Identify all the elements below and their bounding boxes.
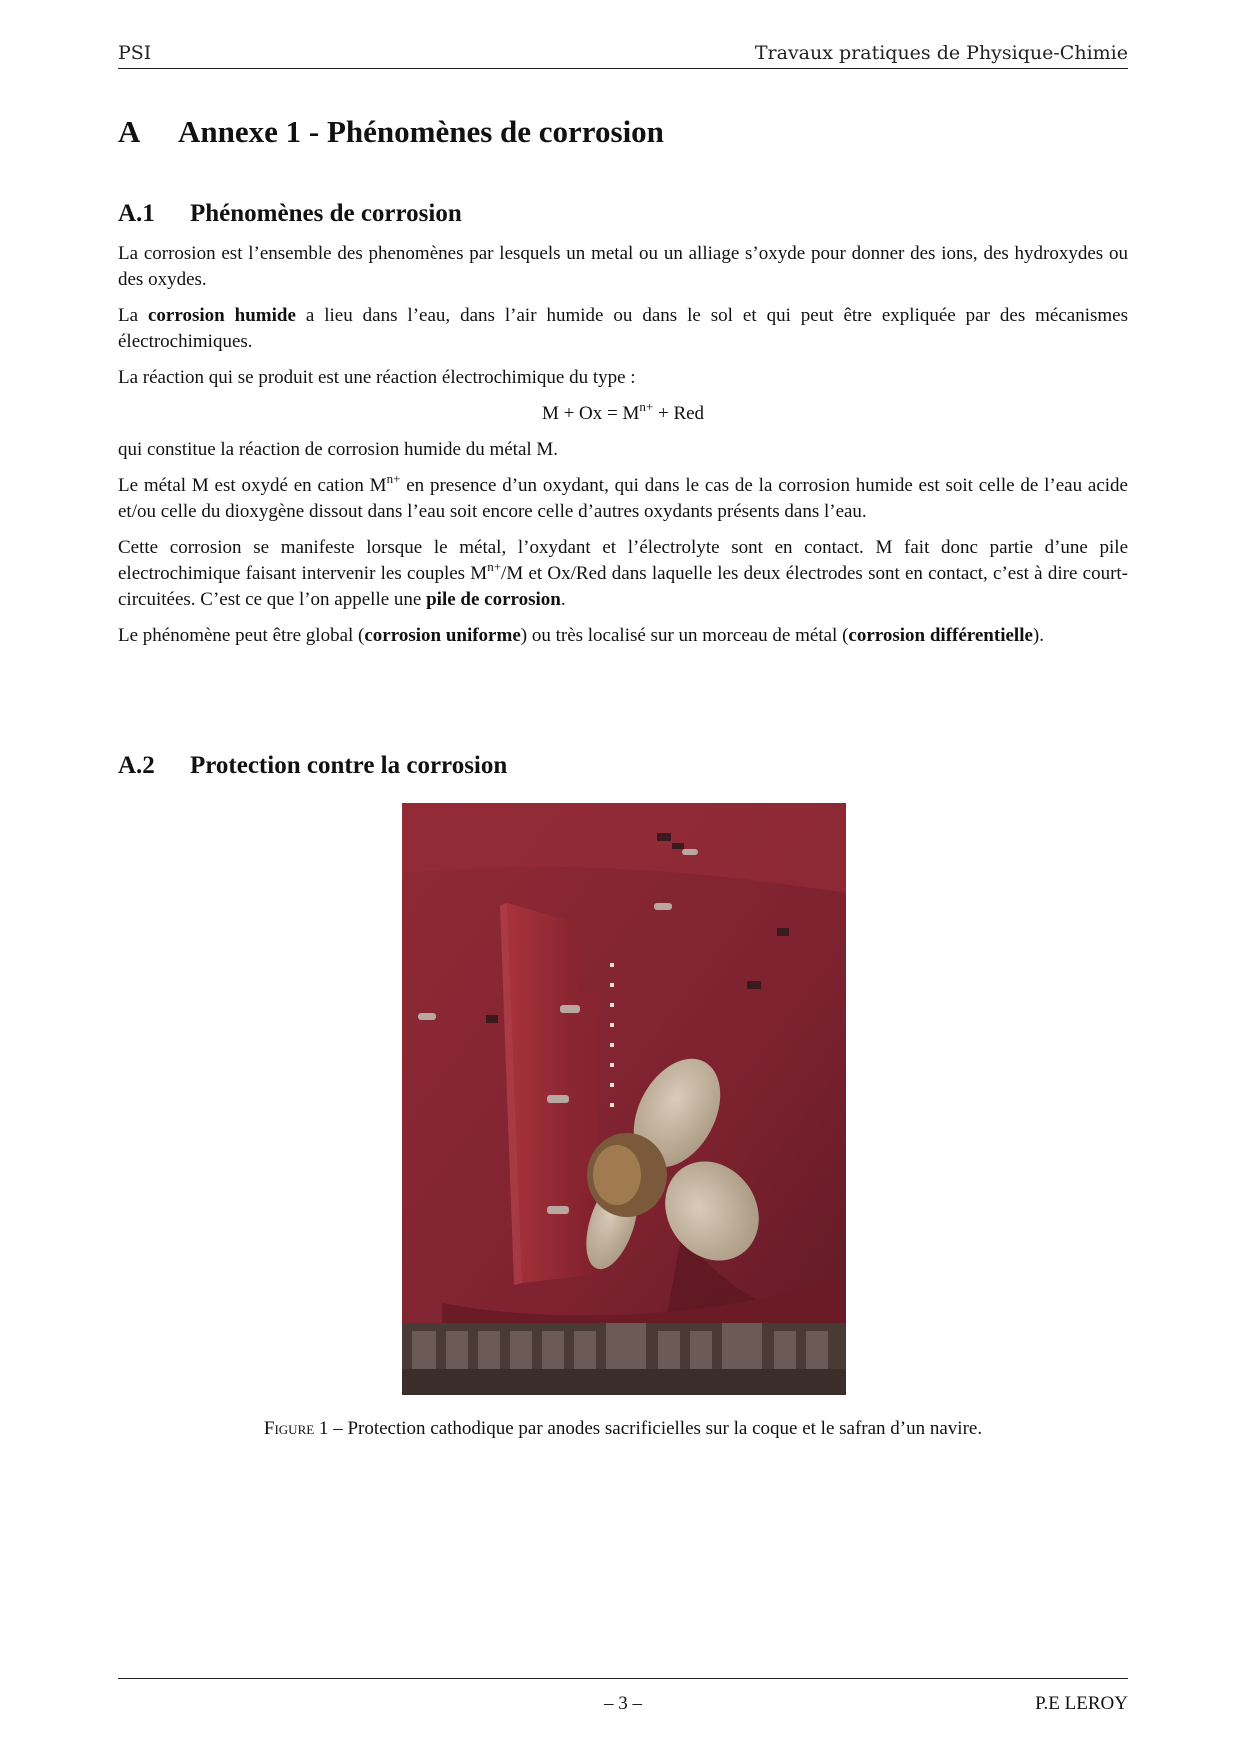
p6-sup: n+ (487, 559, 502, 574)
p2-post: a lieu dans l’eau, dans l’air humide ou dans le sol et qui peut être expliquée par des mécanismes électrochimiques. (118, 305, 1129, 352)
header-left: PSI (118, 42, 152, 64)
subsection-a1-number: A.1 (118, 200, 155, 227)
ship-hull-propeller-photo (402, 803, 846, 1395)
body-text (118, 241, 1128, 659)
p7-mid: ) ou très localisé sur un morceau de métal ( (520, 625, 849, 646)
p5-pre: Le métal M est oxydé en cation M (118, 475, 387, 496)
figure-label: Figure 1 (263, 1418, 329, 1439)
header-right: Travaux pratiques de Physique-Chimie (754, 42, 1128, 64)
p2-bold: corrosion humide (148, 305, 296, 326)
figure-sep: – (328, 1418, 348, 1439)
p6-bold: pile de corrosion (426, 589, 561, 610)
p7-pre: Le phénomène peut être global ( (118, 625, 365, 646)
figure-text: Protection cathodique par anodes sacrificielles sur la coque et le safran d’un navire. (347, 1418, 983, 1439)
p5-post: en presence d’un oxydant, qui dans le cas de la corrosion humide est soit celle de l’eau acide et/ou celle du dioxygène dissout dans l’eau soit encore celle d’autres oxydants présents dans l’eau. (118, 475, 1128, 522)
paragraph-1: La corrosion est l’ensemble des phenomènes par lesquels un metal ou un alliage s’oxyde pour donner des ions, des hydroxydes ou des oxydes. (118, 243, 1128, 290)
subsection-a2-title (118, 752, 507, 780)
page-number: – 3 – (604, 1693, 642, 1714)
footer-author: P.E LEROY (1035, 1693, 1128, 1714)
subsection-a2-text: Protection contre la corrosion (190, 752, 508, 779)
figure-caption (118, 1418, 1128, 1440)
eq-sup: n+ (639, 399, 654, 414)
paragraph-2 (118, 303, 1128, 355)
eq-left: M + Ox = M (541, 403, 640, 424)
paragraph-4: qui constitue la réaction de corrosion humide du métal M. (118, 439, 559, 460)
p6-mid: /M et Ox/Red dans laquelle les deux électrodes sont en contact, c’est à dire court-circuitées. C’est ce que l’on appelle une (118, 563, 1129, 610)
subsection-a2-number: A.2 (118, 752, 155, 779)
paragraph-5 (118, 473, 1128, 525)
p7-bold2: corrosion différentielle (848, 625, 1033, 646)
section-number: A (118, 114, 141, 149)
page-footer (118, 1678, 1128, 1714)
paragraph-3: La réaction qui se produit est une réaction électrochimique du type : (118, 367, 636, 388)
p2-pre: La (118, 305, 148, 326)
p6-pre: Cette corrosion se manifeste lorsque le métal, l’oxydant et l’électrolyte sont en contact. M fait donc partie d’une pile electrochimique faisant intervenir les couples M (118, 537, 1128, 584)
eq-right: + Red (653, 403, 705, 424)
equation (118, 401, 1128, 427)
p5-sup: n+ (386, 471, 401, 486)
paragraph-6 (118, 535, 1128, 613)
p7-bold1: corrosion uniforme (364, 625, 521, 646)
p6-post: . (560, 589, 566, 610)
section-title (118, 114, 664, 150)
page (118, 0, 1128, 1754)
section-title-text: Annexe 1 - Phénomènes de corrosion (178, 114, 664, 149)
page-header (118, 40, 1128, 69)
paragraph-7 (118, 623, 1128, 649)
p7-post: ). (1032, 625, 1044, 646)
subsection-a1-text: Phénomènes de corrosion (190, 200, 462, 227)
subsection-a1-title (118, 200, 462, 228)
